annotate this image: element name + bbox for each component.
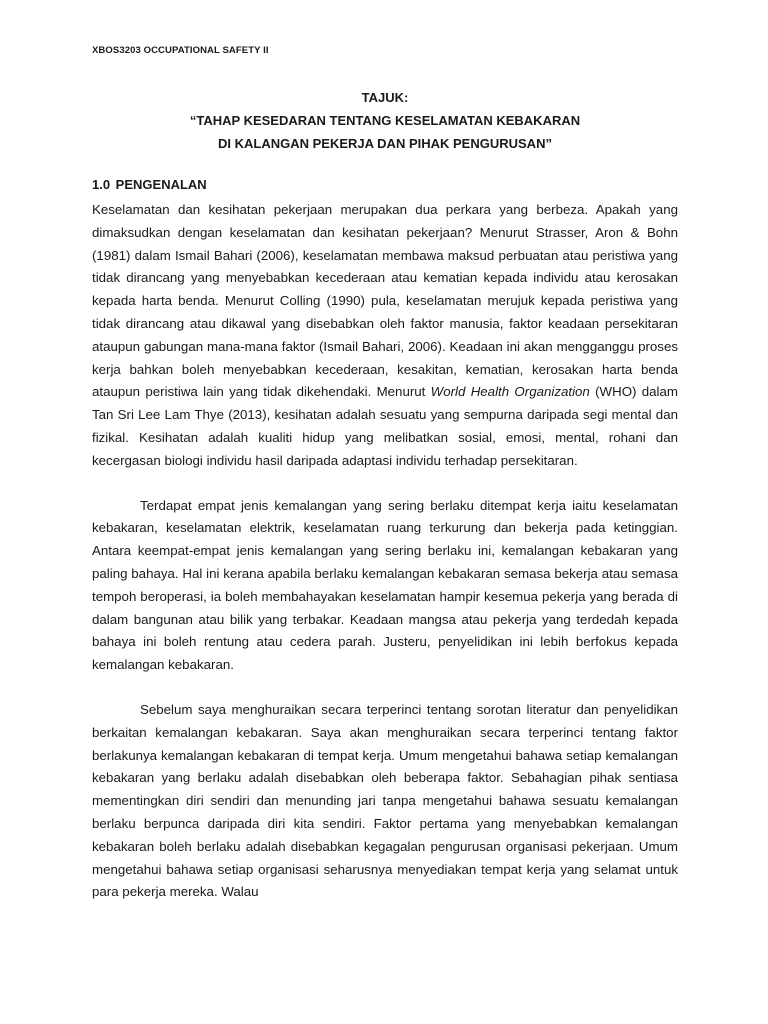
page-header-course: XBOS3203 OCCUPATIONAL SAFETY II: [92, 45, 269, 56]
title-line-2: DI KALANGAN PEKERJA DAN PIHAK PENGURUSAN”: [218, 136, 552, 151]
paragraph-1: [92, 199, 678, 473]
title-block: [92, 86, 678, 155]
paragraph-1-italic: World Health Organization: [430, 384, 590, 400]
section-heading: 1.0 PENGENALAN: [92, 177, 207, 192]
paragraph-3: Sebelum saya menghuraikan secara terperinci tentang sorotan literatur dan penyelidikan berkaitan kemalangan kebakaran. Saya akan menghuraikan secara terperinci tentang faktor berlakunya kemalangan kebakaran di tempat kerja. Umum mengetahui bahawa setiap kemalangan kebakaran yang berlaku adalah disebabkan oleh beberapa faktor. Sebahagian pihak sentiasa mementingkan diri sendiri dan menunding jari tanpa mengetahui bahawa sesuatu kemalangan berlaku berpunca daripada diri kita sendiri. Faktor pertama yang menyebabkan kemalangan kebakaran boleh berlaku adalah disebabkan kegagalan pengurusan organisasi pekerjaan. Umum mengetahui bahawa setiap organisasi seharusnya menyediakan tempat kerja yang selamat untuk para pekerja mereka. Walau: [92, 701, 678, 900]
paragraph-1-text-a: Keselamatan dan kesihatan pekerjaan merupakan dua perkara yang berbeza. Apakah yang dimaksudkan dengan keselamatan dan kesihatan pekerjaan? Menurut Strasser, Aron & Bohn (1981) dalam Ismail Bahari (2006), keselamatan membawa maksud perbuatan atau peristiwa yang tidak dirancang yang menyebabkan kecederaan atau kematian kepada individu atau kerosakan kepada harta benda. Menurut Colling (1990) pula, keselamatan merujuk kepada peristiwa yang tidak dirancang atau dikawal yang disebabkan oleh faktor manusia, faktor keadaan persekitaran ataupun gabungan mana-mana faktor (Ismail Bahari, 2006). Keadaan ini akan mengganggu proses kerja bahkan boleh menyebabkan kecederaan, kesakitan, kematian, kerosakan harta benda ataupun peristiwa lain yang tidak dikehendaki. Menurut: [92, 202, 678, 400]
paragraph-1-text-b: (WHO) dalam Tan Sri Lee Lam Thye (2013), kesihatan adalah sesuatu yang sempurna daripada segi mental dan fizikal. Kesihatan adalah kualiti hidup yang melibatkan sosial, emosi, mental, rohani dan kecergasan biologi individu hasil daripada adaptasi individu terhadap persekitaran.: [92, 384, 678, 468]
title-line-1: “TAHAP KESEDARAN TENTANG KESELAMATAN KEBAKARAN: [189, 113, 581, 128]
title-label: TAJUK:: [361, 90, 409, 105]
paragraph-2: Terdapat empat jenis kemalangan yang sering berlaku ditempat kerja iaitu keselamatan kebakaran, keselamatan elektrik, keselamatan ruang terkurung dan bekerja pada ketinggian. Antara keempat-empat jenis kemalangan yang sering berlaku ini, kemalangan kebakaran yang paling bahaya. Hal ini kerana apabila berlaku kemalangan kebakaran semasa bekerja atau semasa tempoh beroperasi, ia boleh membahayakan keselamatan hampir kesemua pekerja yang berada di dalam bangunan atau bilik yang terbakar. Keadaan mangsa atau pekerja yang terdedah kepada bahaya ini boleh rentung atau cedera parah. Justeru, penyelidikan ini lebih berfokus kepada kemalangan kebakaran.: [92, 497, 678, 673]
body-text: [92, 199, 678, 904]
